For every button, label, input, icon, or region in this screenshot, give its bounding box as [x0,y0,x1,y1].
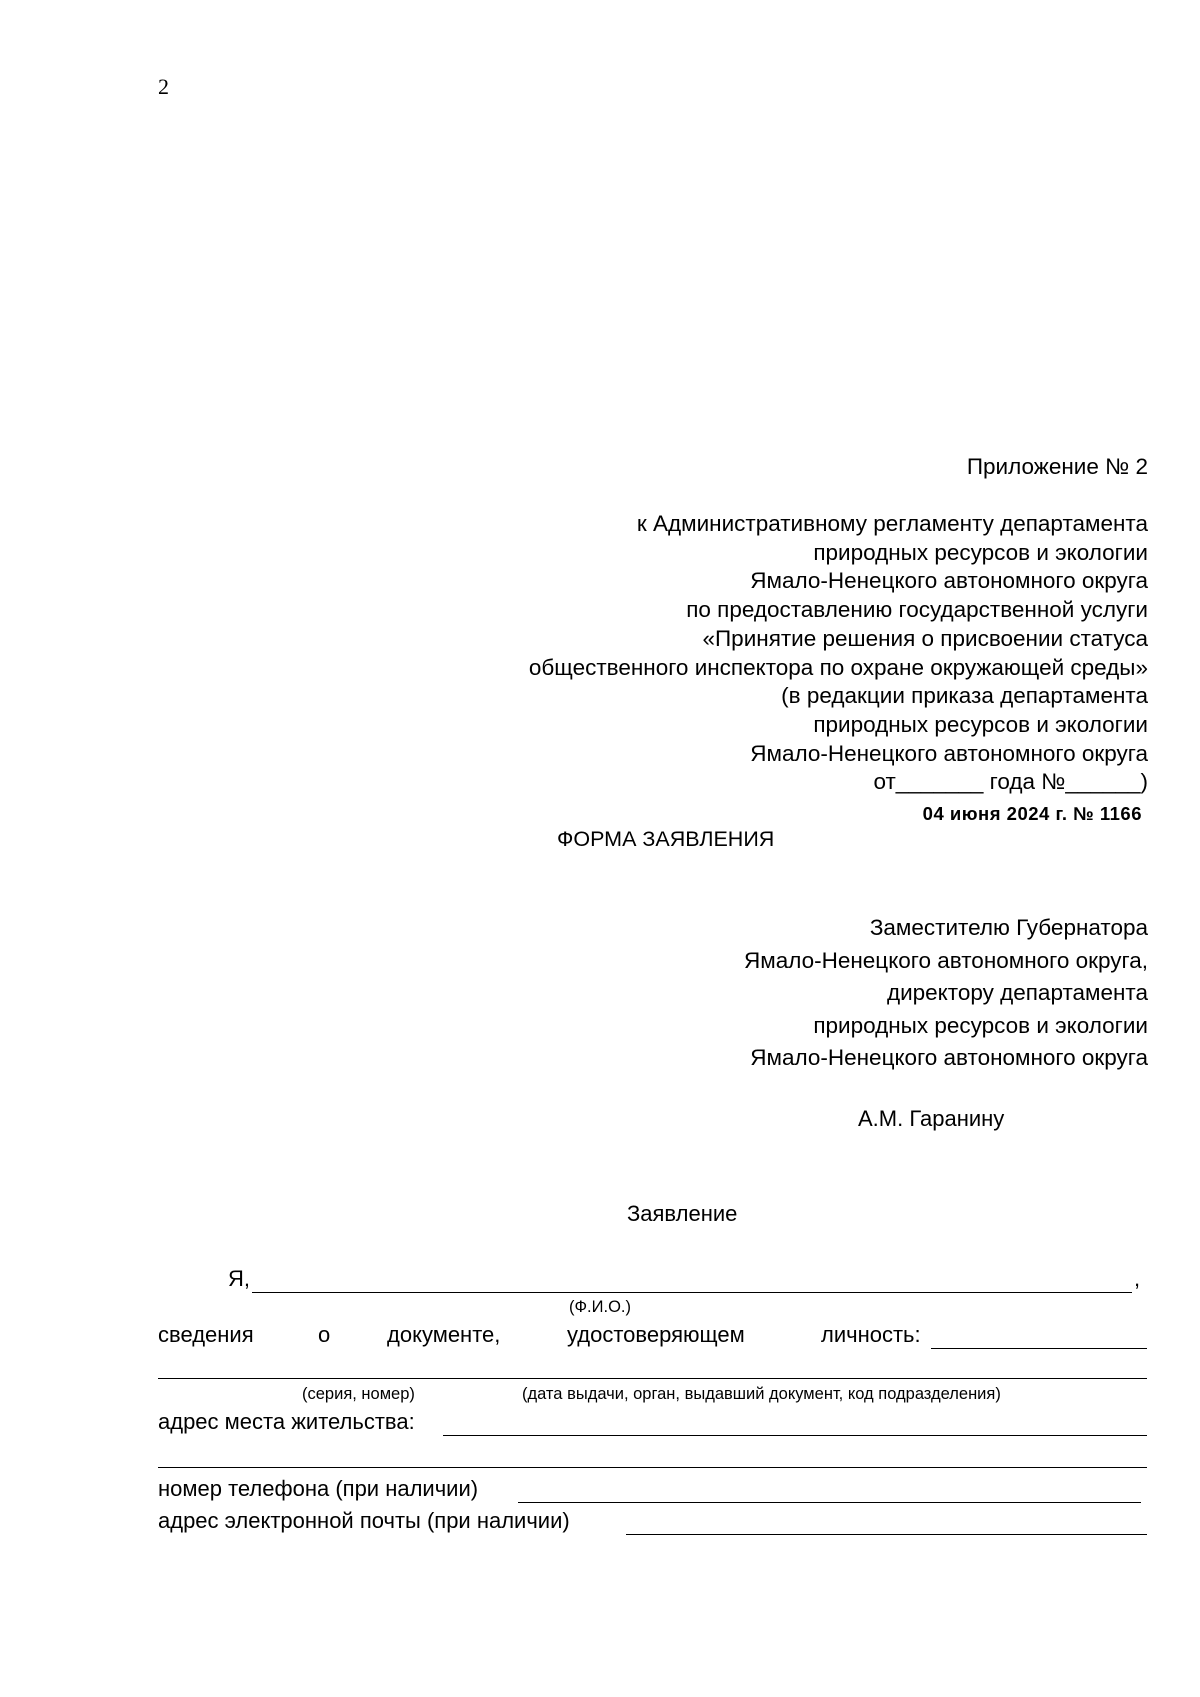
addressee-block [744,912,1148,1075]
email-field-line[interactable] [626,1534,1147,1535]
regulation-line: природных ресурсов и экологии [813,711,1148,737]
addressee-line: Заместителю Губернатора [869,915,1148,940]
document-field-line[interactable] [931,1348,1147,1349]
appendix-regulation-block [529,510,1148,797]
appendix-title [967,453,1148,482]
issue-caption: (дата выдачи, орган, выдавший документ, код подразделения) [522,1385,1001,1403]
page-number: 2 [158,74,169,99]
document-details-line[interactable] [158,1378,1147,1379]
regulation-line: общественного инспектора по охране окружающей среды» [528,654,1148,680]
phone-label: номер телефона (при наличии) [158,1476,479,1501]
addressee-signer: А.М. Гаранину [858,1106,1005,1131]
email-label: адрес электронной почты (при наличии) [158,1508,570,1533]
form-title: ФОРМА ЗАЯВЛЕНИЯ [557,827,775,851]
address-label: адрес места жительства: [158,1409,415,1434]
regulation-line: от_______ года №______) [873,769,1148,795]
addressee-line: Ямало-Ненецкого автономного округа [750,1045,1148,1070]
doc-word: документе, [387,1322,501,1347]
i-label: Я, [228,1266,250,1291]
doc-word: удостоверяющем [567,1322,745,1347]
fio-caption: (Ф.И.О.) [569,1298,631,1316]
regulation-line: к Административному регламенту департамента [636,511,1148,536]
doc-word: личность: [821,1322,921,1347]
doc-word: о [318,1322,331,1347]
regulation-line: природных ресурсов и экологии [813,539,1148,565]
regulation-line: по предоставлению государственной услуги [686,597,1148,623]
regulation-line: Ямало-Ненецкого автономного округа [750,568,1148,594]
appendix-title-text: Приложение № 2 [966,454,1148,479]
phone-field-line[interactable] [518,1502,1141,1503]
statement-title: Заявление [627,1201,738,1226]
regulation-line: Ямало-Ненецкого автономного округа [750,740,1148,766]
fio-field-line[interactable] [252,1292,1132,1293]
addressee-line: директору департамента [886,980,1148,1005]
address-extra-line[interactable] [158,1467,1147,1468]
regulation-line: (в редакции приказа департамента [781,683,1148,709]
addressee-line: природных ресурсов и экологии [813,1012,1148,1038]
regulation-line: «Принятие решения о присвоении статуса [702,625,1148,651]
addressee-line: Ямало-Ненецкого автономного округа, [743,947,1148,973]
fio-field-comma: , [1134,1266,1141,1291]
series-caption: (серия, номер) [302,1385,415,1403]
doc-word: сведения [158,1322,254,1347]
address-field-line[interactable] [443,1435,1147,1436]
order-date-stamp: 04 июня 2024 г. № 1166 [922,803,1142,824]
